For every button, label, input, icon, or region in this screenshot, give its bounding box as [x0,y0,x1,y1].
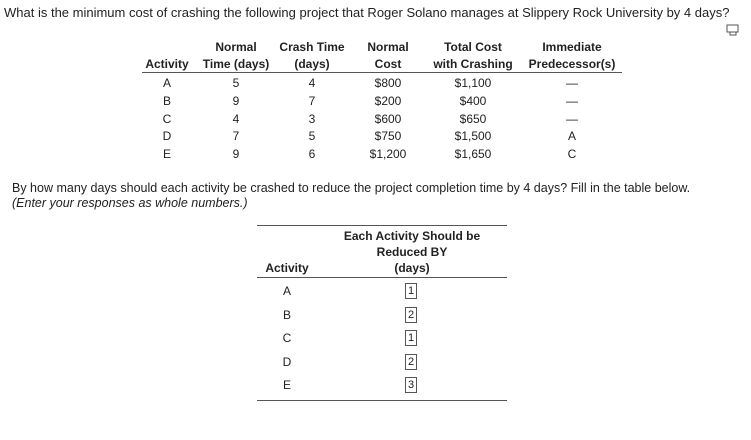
cell-normal-time: 9 [232,93,240,108]
reduction-input-b[interactable]: 2 [405,307,417,323]
cell-total-cost: $1,100 [454,76,492,90]
reduction-input-c[interactable]: 1 [405,330,417,346]
cell-activity: C [282,331,292,346]
cell-predecessor: C [567,147,577,162]
cell-activity: A [282,284,291,298]
cell-activity: A [162,76,171,90]
header-normal-time-line1: Normal [215,40,257,54]
cell-activity: D [282,354,292,369]
header-crash-time-line1: Crash Time [279,40,345,54]
table-bottom-rule [257,400,507,401]
copy-icon[interactable] [726,24,740,36]
cell-normal-cost: $600 [374,111,402,126]
cell-crash-time: 3 [308,111,316,126]
header-predecessor-line1: Immediate [542,40,602,54]
cell-crash-time: 4 [308,76,316,90]
cell-total-cost: $1,500 [454,129,492,144]
header-crash-time-line2: (days) [294,57,330,71]
question-text: What is the minimum cost of crashing the following project that Roger Solano manages at Slippery Rock University by 4 days? [4,5,730,20]
table-header [257,226,507,278]
table-row [142,75,622,93]
instructions-line2: (Enter your responses as whole numbers.) [12,196,248,210]
cell-normal-cost: $750 [374,129,402,144]
cell-predecessor: — [566,111,578,126]
cell-total-cost: $650 [459,111,487,126]
header-predecessor-line2: Predecessor(s) [528,57,616,71]
cell-total-cost: $1,650 [454,147,492,162]
cell-activity: E [282,378,291,393]
cell-normal-time: 9 [232,147,240,162]
cell-normal-cost: $200 [374,93,402,108]
project-data-table [142,39,622,164]
header-reduce-line3: (days) [394,261,430,275]
cell-normal-time: 5 [232,76,240,90]
instructions [12,181,690,211]
table-row [257,280,507,304]
header-reduce-line2: Reduced BY [376,245,448,259]
header-total-cost-line2: with Crashing [433,57,513,71]
table-header [142,39,622,73]
header-normal-time-line2: Time (days) [202,57,270,71]
table-row [142,111,622,129]
header-normal-cost-line1: Normal [367,40,409,54]
cell-crash-time: 5 [308,129,316,144]
cell-predecessor: — [566,93,578,108]
cell-normal-cost: $1,200 [369,147,407,162]
table-row [257,374,507,398]
cell-normal-time: 7 [232,129,240,144]
table-row [257,351,507,375]
header-activity: Activity [145,57,189,71]
cell-total-cost: $400 [459,93,487,108]
reduction-input-d[interactable]: 2 [405,354,417,370]
header-total-cost-line1: Total Cost [444,40,502,54]
header-reduce-line1: Each Activity Should be [343,229,481,243]
cell-activity: B [162,93,171,108]
cell-normal-time: 4 [232,111,240,126]
cell-predecessor: A [567,129,576,144]
cell-activity: D [162,129,172,144]
table-row [142,93,622,111]
header-normal-cost-line2: Cost [374,57,402,71]
cell-activity: C [162,111,172,126]
reduction-input-e[interactable]: 3 [405,377,417,393]
table-row [257,304,507,328]
table-row [142,146,622,164]
cell-normal-cost: $800 [374,76,402,90]
reduction-input-a[interactable]: 1 [405,283,417,299]
cell-crash-time: 6 [308,147,316,162]
table-row [142,128,622,146]
header-activity: Activity [265,261,309,275]
answer-table [257,225,507,398]
cell-activity: E [162,147,171,162]
cell-activity: B [282,307,291,322]
instructions-line1: By how many days should each activity be crashed to reduce the project completion time by 4 days? Fill in the table below. [12,181,691,195]
cell-crash-time: 7 [308,93,316,108]
table-row [257,327,507,351]
cell-predecessor: — [566,76,578,90]
